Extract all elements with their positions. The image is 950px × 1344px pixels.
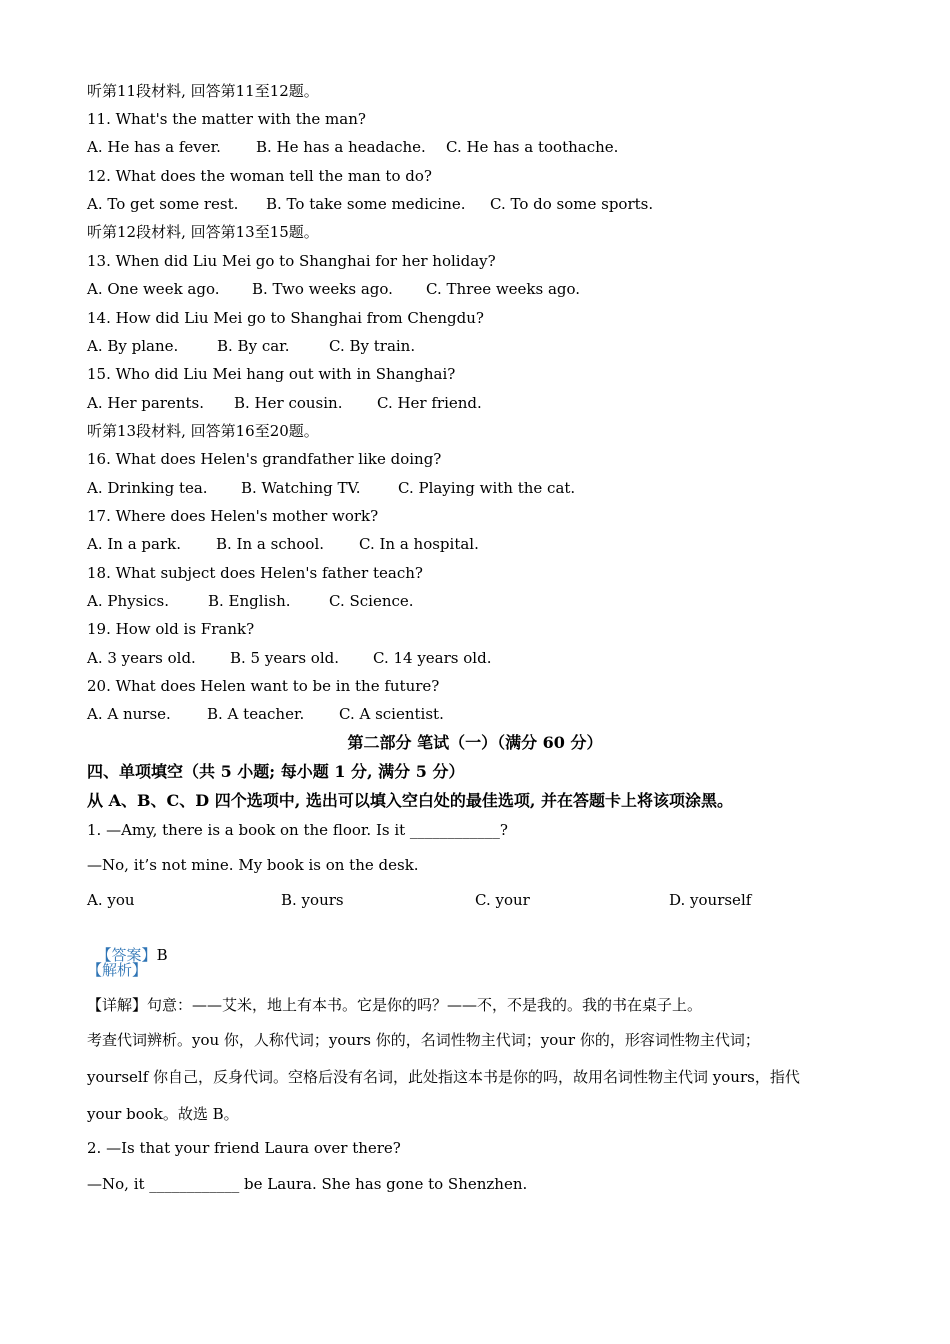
question-13: 13. When did Liu Mei go to Shanghai for her holiday?	[87, 252, 496, 270]
option-12-a: A. To get some rest.	[87, 195, 239, 213]
q2-line1: 2. —Is that your friend Laura over there?	[87, 1139, 401, 1157]
section4-title: 四、单项填空（共 5 小题; 每小题 1 分, 满分 5 分）	[87, 762, 465, 781]
option-20-b: B. A teacher.	[207, 705, 305, 723]
q1-option-d: D. yourself	[669, 891, 752, 909]
section4-instruction: 从 A、B、C、D 四个选项中, 选出可以填入空白处的最佳选项, 并在答题卡上将该项涂黑。	[87, 791, 733, 810]
option-18-b: B. English.	[208, 592, 291, 610]
option-11-b: B. He has a headache.	[256, 138, 426, 156]
option-11-a: A. He has a fever.	[87, 138, 221, 156]
option-12-b: B. To take some medicine.	[266, 195, 466, 213]
q1-explanation-2: yourself 你自己，反身代词。空格后没有名词，此处指这本书是你的吗，故用名词性物主代词 yours，指代	[87, 1068, 800, 1086]
option-11-c: C. He has a toothache.	[446, 138, 619, 156]
question-19: 19. How old is Frank?	[87, 620, 255, 638]
option-16-c: C. Playing with the cat.	[398, 479, 576, 497]
question-15: 15. Who did Liu Mei hang out with in Shanghai?	[87, 365, 456, 383]
q1-option-c: C. your	[475, 891, 530, 909]
q1-line1: 1. —Amy, there is a book on the floor. Is it ____________?	[87, 821, 508, 839]
question-14: 14. How did Liu Mei go to Shanghai from Chengdu?	[87, 309, 484, 327]
question-16: 16. What does Helen's grandfather like doing?	[87, 450, 442, 468]
option-13-b: B. Two weeks ago.	[252, 280, 393, 298]
option-18-c: C. Science.	[329, 592, 414, 610]
option-14-b: B. By car.	[217, 337, 290, 355]
option-20-c: C. A scientist.	[339, 705, 444, 723]
question-17: 17. Where does Helen's mother work?	[87, 507, 379, 525]
option-17-a: A. In a park.	[87, 535, 182, 553]
option-19-a: A. 3 years old.	[87, 649, 196, 667]
option-16-b: B. Watching TV.	[241, 479, 361, 497]
question-11: 11. What's the matter with the man?	[87, 110, 366, 128]
answer-value: B	[156, 946, 168, 964]
option-15-b: B. Her cousin.	[234, 394, 343, 412]
q2-line2: —No, it ____________ be Laura. She has gone to Shenzhen.	[87, 1175, 528, 1193]
option-20-a: A. A nurse.	[87, 705, 171, 723]
question-20: 20. What does Helen want to be in the future?	[87, 677, 440, 695]
listening-header-11: 听第11段材料, 回答第11至12题。	[87, 82, 319, 100]
question-12: 12. What does the woman tell the man to do?	[87, 167, 432, 185]
q1-explanation-3: your book。故选 B。	[87, 1105, 239, 1123]
option-15-a: A. Her parents.	[87, 394, 205, 412]
option-18-a: A. Physics.	[87, 592, 169, 610]
option-15-c: C. Her friend.	[377, 394, 482, 412]
option-14-c: C. By train.	[329, 337, 416, 355]
option-12-c: C. To do some sports.	[490, 195, 654, 213]
q1-explanation-1: 考查代词辨析。you 你，人称代词；yours 你的，名词性物主代词；your 你的，形容词性物主代词；	[87, 1031, 760, 1049]
q1-detail: 【详解】句意：——艾米，地上有本书。它是你的吗？——不，不是我的。我的书在桌子上。	[87, 996, 703, 1014]
option-19-b: B. 5 years old.	[230, 649, 339, 667]
answer-label: 【答案】	[96, 946, 157, 964]
listening-header-13: 听第13段材料, 回答第16至20题。	[87, 422, 319, 440]
question-18: 18. What subject does Helen's father teach?	[87, 564, 423, 582]
q1-line2: —No, it’s not mine. My book is on the desk.	[87, 856, 419, 874]
option-17-b: B. In a school.	[216, 535, 325, 553]
q1-answer	[87, 925, 168, 965]
option-14-a: A. By plane.	[87, 337, 179, 355]
q1-option-a: A. you	[87, 891, 135, 909]
listening-header-12: 听第12段材料, 回答第13至15题。	[87, 223, 319, 241]
q1-analysis-label: 【解析】	[87, 961, 148, 979]
option-13-a: A. One week ago.	[87, 280, 220, 298]
option-16-a: A. Drinking tea.	[87, 479, 208, 497]
option-13-c: C. Three weeks ago.	[426, 280, 581, 298]
option-19-c: C. 14 years old.	[373, 649, 492, 667]
q1-option-b: B. yours	[281, 891, 344, 909]
part2-title: 第二部分 笔试（一）（满分 60 分）	[347, 733, 603, 752]
option-17-c: C. In a hospital.	[359, 535, 479, 553]
